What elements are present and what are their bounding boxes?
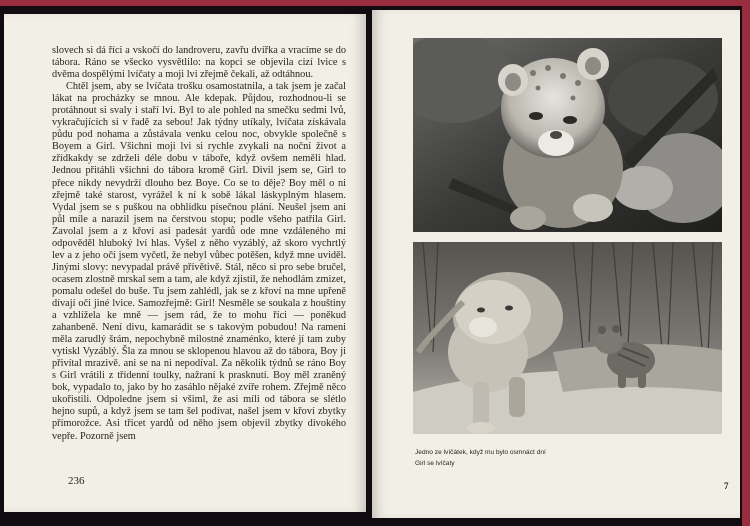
photo-lion-cub	[413, 38, 722, 232]
left-page	[4, 14, 366, 512]
lioness-photo-graphic	[413, 242, 722, 434]
paragraph-1: slovech si dá říci a vskočí do landroveru, zavřu dvířka a vracíme se do tábora. Ráno se všecko vysvětlilo: na kopci se objevila cizí lvice s dvěma dospělými lvíčaty a moji lvi zřejmě čekali, až odtáhnou.	[52, 45, 346, 81]
background-strip-right	[742, 0, 750, 526]
page-number: 236	[68, 475, 85, 487]
photo-caption	[415, 448, 615, 469]
caption-line-1: Jedno ze lvíčátek, když mu bylo osmnáct dní	[415, 449, 546, 456]
caption-line-2: Girl se lvíčaty	[415, 459, 455, 467]
body-text	[52, 45, 346, 443]
paragraph-2: Chtěl jsem, aby se lvíčata trošku osamostatnila, a tak jsem je začal lákat na procházky se mnou. Ale kdepak. Půjdou, rozhodnou-li se protáhnout si svaly i staří lvi. Byl to ale pohled na smečku sedmi lvů, vykračujících si v řadě za sebou! Jak týdny utíkaly, lvíčata získávala půdu pod nohama a zůstávala venku celou noc, obvykle společně s Boyem a Girl. Všichni moji lvi si rychle zvykali na noční život a zřídkakdy se zdrželi déle dobu v táboře, když ovšem neměli hlad. Jednou přitáhli všichni do tábora kromě Girl. Divil jsem se, Girl to přece nikdy nevydrží dlouho bez Boye. Co se to děje? Boy měl o ni zřejmě také starost, vyrážel k ní k sobě lákal láskyplným hlasem. Vydal jsem se s puškou na obhlídku písečnou plání. Neušel jsem ani půl míle a narazil jsem na čerstvou stopu; podle všeho patřila Girl. Zavolal jsem a z křoví asi padesát yardů ode mne vzdáleného mi odpověděl hluboký lví hlas. Vyšel z něho vyzáblý, až skoro vychrtlý lev a z jeho očí jsem vyčetl, že nebyl vůbec potěšen, když mne uviděl. Jinými slovy: nevypadal právě přívětivě. Stál, něco si pro sebe bručel, ocasem zlostně mrskal sem a tam, ale když zjistil, že nehodlám zmizet, pomalu odešel do buše. Tu jsem zahlédl, jak se z křoví na mne upřeně dívají oči jiné lvice. Samozřejmě: Girl! Nesměle se soukala z houštiny a vzhlížela ke mně — jsem rád, že to mohu říci — poněkud zahanbeně. Není divu, kamarádit se s takovým pobudou! Na rameni měla zarudlý šrám, nepochybně milostné znaménko, které jí tam zuby vytiskl Vyzáblý. Šla za mnou se sklopenou hlavou až do tábora, Boy ji přivítal mrazivě. ani se na ni nepodíval. Za několik týdnů se ráno Boy s Girl vrátili z třídenní toulky, nažraní k prasknutí. Boy měl zraněný bok, vypadalo to, jako by ho zasáhlo nějaké zvíře rohem. Zřejmě něco ukořistili. Odpoledne jsem si všiml, že asi míli od tábora se slétlo hejno supů, a když jsem se tam šel podívat, našel jsem v křoví zbytky přímorožce. Asi třicet yardů od něho jsem objevil zbytky divokého vepře. Pozorně jsem	[52, 81, 346, 442]
lion-cub-photo-graphic	[413, 38, 722, 232]
right-page	[372, 10, 740, 518]
edge-page-number: 7	[724, 481, 729, 491]
photo-lioness-with-cub	[413, 242, 722, 434]
background-strip	[0, 0, 750, 6]
